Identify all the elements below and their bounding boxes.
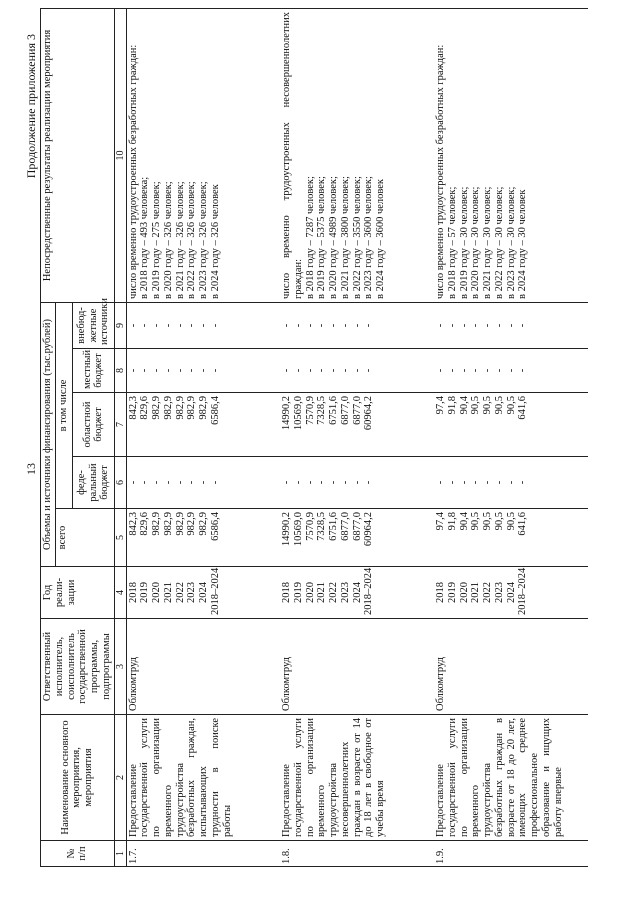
header-result: Непосредственные результаты реализации мероприятия — [41, 8, 115, 302]
result-line: в 2022 году – 326 человек; — [186, 181, 198, 299]
year — [126, 567, 280, 619]
federal-amount-value: - — [209, 480, 221, 485]
result-line: в 2023 году – 30 человек; — [505, 186, 517, 299]
result — [126, 8, 280, 302]
local-amount-value: - — [351, 368, 363, 373]
regional-amount-value: 90,4 — [458, 396, 470, 415]
header-num: № п/п — [41, 841, 115, 867]
offbudget-amount-value: - — [127, 323, 139, 328]
year-value: 2022 — [174, 582, 186, 603]
federal-amount-value: - — [328, 480, 340, 485]
measure-name: Предоставление государственной услуги по организации временного трудоустройства безработных граждан в возрасте от 18 до 20 лет, имеющих среднее профессиональное образование и ищущих работу впервые — [434, 715, 588, 841]
total-amount-value: 6751,6 — [328, 512, 340, 541]
local-amount-value: - — [162, 368, 174, 373]
offbudget-amount-value: - — [505, 323, 517, 328]
federal-amount-value: - — [493, 480, 505, 485]
total-amount-value: 7328,5 — [316, 512, 328, 541]
local-amount-value: - — [339, 368, 351, 373]
offbudget-amount-value: - — [328, 323, 340, 328]
federal-amount-value: - — [127, 480, 139, 485]
result-line: в 2018 году – 57 человек; — [446, 186, 458, 299]
regional-amount-value: 7328,5 — [316, 396, 328, 425]
total-amount-value: 982,9 — [174, 512, 186, 536]
total-amount-value: 6877,0 — [339, 512, 351, 541]
executor: Облкомтруд — [126, 619, 280, 715]
year-value: 2023 — [339, 582, 351, 603]
federal-amount-value: - — [351, 480, 363, 485]
header-financing: Объемы и источники финансирования (тыс.рублей) — [41, 302, 56, 566]
header-executor: Ответственный исполнитель, соисполнитель государственной программы, подпрограммы — [41, 619, 115, 715]
regional-amount-value: 641,6 — [517, 396, 529, 420]
regional-amount-value: 982,9 — [174, 396, 186, 420]
federal-amount-value: - — [292, 480, 304, 485]
local-amount — [434, 349, 588, 393]
result-line: в 2020 году – 326 человек; — [162, 181, 174, 299]
offbudget-amount-value: - — [493, 323, 505, 328]
local-amount — [126, 349, 280, 393]
offbudget-amount — [280, 302, 434, 348]
year-value: 2018 — [435, 582, 447, 603]
offbudget-amount-value: - — [292, 323, 304, 328]
page-number: 13 — [24, 463, 38, 475]
col-number: 1 — [114, 841, 126, 867]
header-including: в том числе — [55, 302, 73, 508]
federal-amount-value: - — [446, 480, 458, 485]
regional-amount-value: 14990,2 — [281, 396, 293, 431]
result-line: в 2024 году – 30 человек — [517, 189, 529, 299]
year-value: 2018 — [127, 582, 139, 603]
table-row — [126, 8, 280, 866]
col-number: 7 — [114, 393, 126, 457]
year-value: 2023 — [493, 582, 505, 603]
total-amount-value: 14990,2 — [281, 512, 293, 547]
offbudget-amount-value: - — [482, 323, 494, 328]
year-value: 2018–2024 — [517, 567, 529, 615]
year-value: 2024 — [198, 582, 210, 603]
year-value: 2018 — [281, 582, 293, 603]
year-value: 2020 — [151, 582, 163, 603]
regional-amount-value: 982,9 — [186, 396, 198, 420]
result-line: в 2024 году – 3600 человек — [375, 178, 387, 299]
local-amount-value: - — [316, 368, 328, 373]
federal-amount-value: - — [151, 480, 163, 485]
offbudget-amount-value: - — [339, 323, 351, 328]
result-line: в 2020 году – 30 человек; — [470, 186, 482, 299]
federal-amount-value: - — [482, 480, 494, 485]
col-number: 3 — [114, 619, 126, 715]
local-amount-value: - — [174, 368, 186, 373]
measure-name: Предоставление государственной услуги по организации временного трудоустройства несовершеннолетних граждан в возрасте от 14 до 18 лет в свободное от учебы время — [280, 715, 434, 841]
result-line: в 2019 году – 275 человек; — [151, 181, 163, 299]
local-amount-value: - — [446, 368, 458, 373]
result-line: в 2024 году – 326 человек — [209, 184, 221, 299]
local-amount-value: - — [127, 368, 139, 373]
col-number: 4 — [114, 567, 126, 619]
local-amount-value: - — [151, 368, 163, 373]
regional-amount-value: 982,9 — [162, 396, 174, 420]
year-value: 2019 — [139, 582, 151, 603]
regional-amount-value: 90,5 — [482, 396, 494, 415]
year-value: 2021 — [316, 582, 328, 603]
regional-amount-value: 90,5 — [470, 396, 482, 415]
year-value: 2020 — [304, 582, 316, 603]
federal-amount-value: - — [435, 480, 447, 485]
total-amount-value: 829,6 — [139, 512, 151, 536]
total-amount-value: 60964,2 — [363, 512, 375, 547]
result-intro: число временно трудоустроенных несовершеннолетних граждан: — [281, 11, 304, 299]
federal-amount-value: - — [470, 480, 482, 485]
header-name: Наименование основного мероприятия, мероприятия — [41, 715, 115, 841]
local-amount-value: - — [328, 368, 340, 373]
total-amount-value: 982,9 — [198, 512, 210, 536]
total-amount-value: 6586,4 — [209, 512, 221, 541]
col-number: 5 — [114, 509, 126, 567]
local-amount-value: - — [363, 368, 375, 373]
total-amount-value: 982,9 — [151, 512, 163, 536]
column-numbers-row — [114, 8, 126, 866]
regional-amount-value: 982,9 — [151, 396, 163, 420]
federal-amount-value: - — [281, 480, 293, 485]
total-amount — [280, 509, 434, 567]
result-line: в 2023 году – 326 человек; — [198, 181, 210, 299]
regional-amount-value: 90,5 — [493, 396, 505, 415]
header-offbudget: внебюд-жетные источники — [73, 302, 114, 348]
appendix-label: Продолжение приложения 3 — [24, 34, 38, 179]
local-amount-value: - — [186, 368, 198, 373]
regional-amount-value: 982,9 — [198, 396, 210, 420]
offbudget-amount-value: - — [316, 323, 328, 328]
offbudget-amount — [434, 302, 588, 348]
local-amount-value: - — [505, 368, 517, 373]
year-value: 2022 — [328, 582, 340, 603]
offbudget-amount-value: - — [139, 323, 151, 328]
year-value: 2024 — [351, 582, 363, 603]
federal-amount-value: - — [363, 480, 375, 485]
offbudget-amount-value: - — [517, 323, 529, 328]
row-number: 1.9. — [434, 841, 588, 867]
col-number: 10 — [114, 8, 126, 302]
total-amount-value: 90,5 — [470, 512, 482, 531]
federal-amount-value: - — [139, 480, 151, 485]
total-amount-value: 7570,9 — [304, 512, 316, 541]
offbudget-amount-value: - — [151, 323, 163, 328]
federal-amount-value: - — [304, 480, 316, 485]
offbudget-amount-value: - — [198, 323, 210, 328]
regional-amount-value: 10569,0 — [292, 396, 304, 431]
federal-amount-value: - — [517, 480, 529, 485]
total-amount-value: 90,5 — [482, 512, 494, 531]
row-number: 1.8. — [280, 841, 434, 867]
local-amount-value: - — [517, 368, 529, 373]
total-amount-value: 97,4 — [435, 512, 447, 531]
total-amount-value: 842,3 — [127, 512, 139, 536]
offbudget-amount-value: - — [446, 323, 458, 328]
result — [280, 8, 434, 302]
year-value: 2022 — [482, 582, 494, 603]
local-amount-value: - — [139, 368, 151, 373]
federal-amount-value: - — [198, 480, 210, 485]
total-amount-value: 641,6 — [517, 512, 529, 536]
col-number: 9 — [114, 302, 126, 348]
regional-amount-value: 6877,0 — [351, 396, 363, 425]
offbudget-amount-value: - — [304, 323, 316, 328]
local-amount — [280, 349, 434, 393]
result-intro: число временно трудоустроенных безработных граждан: — [435, 44, 447, 299]
offbudget-amount — [126, 302, 280, 348]
federal-amount — [280, 457, 434, 509]
federal-amount-value: - — [316, 480, 328, 485]
col-number: 8 — [114, 349, 126, 393]
table-row — [280, 8, 434, 866]
result-line: в 2018 году – 7287 человек; — [304, 176, 316, 299]
offbudget-amount-value: - — [162, 323, 174, 328]
offbudget-amount-value: - — [363, 323, 375, 328]
total-amount-value: 91,8 — [446, 512, 458, 531]
federal-amount-value: - — [339, 480, 351, 485]
regional-amount-value: 91,8 — [446, 396, 458, 415]
regional-amount-value: 97,4 — [435, 396, 447, 415]
regional-amount — [434, 393, 588, 457]
regional-amount-value: 829,6 — [139, 396, 151, 420]
regional-amount-value: 6751,6 — [328, 396, 340, 425]
federal-amount-value: - — [174, 480, 186, 485]
row-number: 1.7. — [126, 841, 280, 867]
regional-amount-value: 7570,9 — [304, 396, 316, 425]
federal-amount-value: - — [162, 480, 174, 485]
header-regional: областной бюджет — [73, 393, 114, 457]
year — [280, 567, 434, 619]
measure-name: Предоставление государственной услуги по организации временного трудоустройства безработных граждан, испытывающих трудности в поиске работы — [126, 715, 280, 841]
regional-amount-value: 90,5 — [505, 396, 517, 415]
executor: Облкомтруд — [434, 619, 588, 715]
regional-amount-value: 842,3 — [127, 396, 139, 420]
offbudget-amount-value: - — [351, 323, 363, 328]
local-amount-value: - — [470, 368, 482, 373]
regional-amount — [280, 393, 434, 457]
year-value: 2021 — [470, 582, 482, 603]
result-line: в 2021 году – 3800 человек; — [339, 176, 351, 299]
executor: Облкомтруд — [280, 619, 434, 715]
result-line: в 2019 году – 5375 человек; — [316, 176, 328, 299]
local-amount-value: - — [209, 368, 221, 373]
offbudget-amount-value: - — [209, 323, 221, 328]
result — [434, 8, 588, 302]
year-value: 2018–2024 — [209, 567, 221, 615]
total-amount-value: 90,5 — [493, 512, 505, 531]
regional-amount-value: 60964,2 — [363, 396, 375, 431]
offbudget-amount-value: - — [174, 323, 186, 328]
col-number: 2 — [114, 715, 126, 841]
year-value: 2018–2024 — [363, 567, 375, 615]
year-value: 2019 — [446, 582, 458, 603]
federal-amount — [126, 457, 280, 509]
year — [434, 567, 588, 619]
local-amount-value: - — [482, 368, 494, 373]
header-federal: феде-ральный бюджет — [73, 457, 114, 509]
result-intro: число временно трудоустроенных безработных граждан: — [127, 44, 139, 299]
total-amount-value: 90,4 — [458, 512, 470, 531]
local-amount-value: - — [198, 368, 210, 373]
result-line: в 2021 году – 326 человек; — [174, 181, 186, 299]
year-value: 2019 — [292, 582, 304, 603]
local-amount-value: - — [292, 368, 304, 373]
result-line: в 2020 году – 4989 человек; — [328, 176, 340, 299]
result-line: в 2019 году – 30 человек; — [458, 186, 470, 299]
regional-amount-value: 6586,4 — [209, 396, 221, 425]
regional-amount-value: 6877,0 — [339, 396, 351, 425]
year-value: 2021 — [162, 582, 174, 603]
result-line: в 2022 году – 30 человек; — [493, 186, 505, 299]
federal-amount-value: - — [505, 480, 517, 485]
total-amount-value: 982,9 — [186, 512, 198, 536]
offbudget-amount-value: - — [281, 323, 293, 328]
header-total: всего — [55, 509, 114, 567]
offbudget-amount-value: - — [186, 323, 198, 328]
result-line: в 2018 году – 493 человека; — [139, 176, 151, 299]
header-local: местный бюджет — [73, 349, 114, 393]
federal-amount-value: - — [186, 480, 198, 485]
federal-amount-value: - — [458, 480, 470, 485]
total-amount-value: 6877,0 — [351, 512, 363, 541]
local-amount-value: - — [281, 368, 293, 373]
result-line: в 2021 году – 30 человек; — [482, 186, 494, 299]
total-amount-value: 982,9 — [162, 512, 174, 536]
regional-amount — [126, 393, 280, 457]
total-amount-value: 10569,0 — [292, 512, 304, 547]
year-value: 2023 — [186, 582, 198, 603]
year-value: 2020 — [458, 582, 470, 603]
local-amount-value: - — [493, 368, 505, 373]
offbudget-amount-value: - — [470, 323, 482, 328]
local-amount-value: - — [458, 368, 470, 373]
offbudget-amount-value: - — [458, 323, 470, 328]
federal-amount — [434, 457, 588, 509]
header-year: Год реали-зации — [41, 567, 115, 619]
local-amount-value: - — [304, 368, 316, 373]
col-number: 6 — [114, 457, 126, 509]
local-amount-value: - — [435, 368, 447, 373]
year-value: 2024 — [505, 582, 517, 603]
total-amount-value: 90,5 — [505, 512, 517, 531]
result-line: в 2022 году – 3550 человек; — [351, 176, 363, 299]
financing-table — [40, 8, 588, 867]
result-line: в 2023 году – 3600 человек; — [363, 176, 375, 299]
total-amount — [434, 509, 588, 567]
total-amount — [126, 509, 280, 567]
offbudget-amount-value: - — [435, 323, 447, 328]
table-row — [434, 8, 588, 866]
